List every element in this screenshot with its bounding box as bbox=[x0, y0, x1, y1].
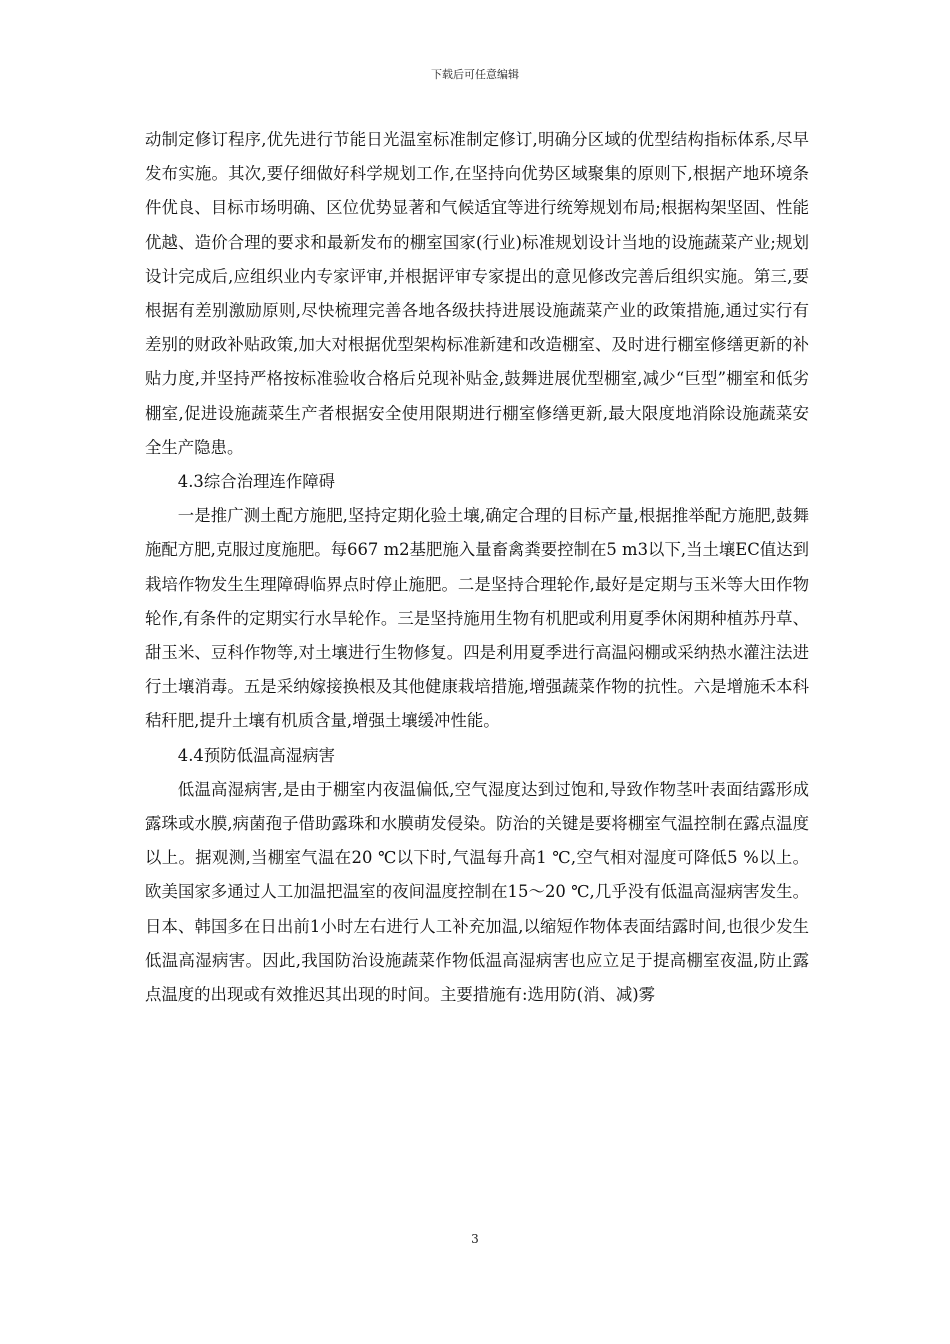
page-number: 3 bbox=[471, 1232, 479, 1246]
body-paragraph: 一是推广测土配方施肥,坚持定期化验土壤,确定合理的目标产量,根据推举配方施肥,鼓舞施配方肥,克服过度施肥。每667 m2基肥施入量畜禽粪要控制在5 m3以下,当土壤EC值达到栽培作物发生生理障碍临界点时停止施肥。二是坚持合理轮作,最好是定期与玉米等大田作物轮作,有条件的定期实行水旱轮作。三是坚持施用生物有机肥或利用夏季休闲期种植苏丹草、甜玉米、豆科作物等,对土壤进行生物修复。四是利用夏季进行高温闷棚或采纳热水灌注法进行土壤消毒。五是采纳嫁接换根及其他健康栽培措施,增强蔬菜作物的抗性。六是增施禾本科秸秆肥,提升土壤有机质含量,增强土壤缓冲性能。 bbox=[145, 506, 809, 731]
body-paragraph: 低温高湿病害,是由于棚室内夜温偏低,空气湿度达到过饱和,导致作物茎叶表面结露形成露珠或水膜,病菌孢子借助露珠和水膜萌发侵染。防治的关键是要将棚室气温控制在露点温度以上。据观测,当棚室气温在20 ℃以下时,气温每升高1 ℃,空气相对湿度可降低5 %以上。欧美国家多通过人工加温把温室的夜间温度控制在15～20 ℃,几乎没有低温高湿病害发生。日本、韩国多在日出前1小时左右进行人工补充加温,以缩短作物体表面结露时间,也很少发生低温高湿病害。因此,我国防治设施蔬菜作物低温高湿病害也应立足于提高棚室夜温,防止露点温度的出现或有效推迟其出现的时间。主要措施有:选用防(消、减)雾 bbox=[145, 779, 809, 1005]
document-body bbox=[145, 123, 809, 1012]
section-heading-4-4: 4.4预防低温高湿病害 bbox=[177, 745, 335, 765]
section-heading-4-3: 4.3综合治理连作障碍 bbox=[177, 472, 335, 492]
page-header: 下载后可任意编辑 bbox=[431, 68, 519, 81]
body-paragraph: 动制定修订程序,优先进行节能日光温室标准制定修订,明确分区域的优型结构指标体系,尽早发布实施。其次,要仔细做好科学规划工作,在坚持向优势区域聚集的原则下,根据产地环境条件优良、目标市场明确、区位优势显著和气候适宜等进行统筹规划布局;根据构架坚固、性能优越、造价合理的要求和最新发布的棚室国家(行业)标准规划设计当地的设施蔬菜产业;规划设计完成后,应组织业内专家评审,并根据评审专家提出的意见修改完善后组织实施。第三,要根据有差别激励原则,尽快梳理完善各地各级扶持进展设施蔬菜产业的政策措施,通过实行有差别的财政补贴政策,加大对根据优型架构标准新建和改造棚室、及时进行棚室修缮更新的补贴力度,并坚持严格按标准验收合格后兑现补贴金,鼓舞进展优型棚室,减少“巨型”棚室和低劣棚室,促进设施蔬菜生产者根据安全使用限期进行棚室修缮更新,最大限度地消除设施蔬菜安全生产隐患。 bbox=[145, 130, 809, 457]
